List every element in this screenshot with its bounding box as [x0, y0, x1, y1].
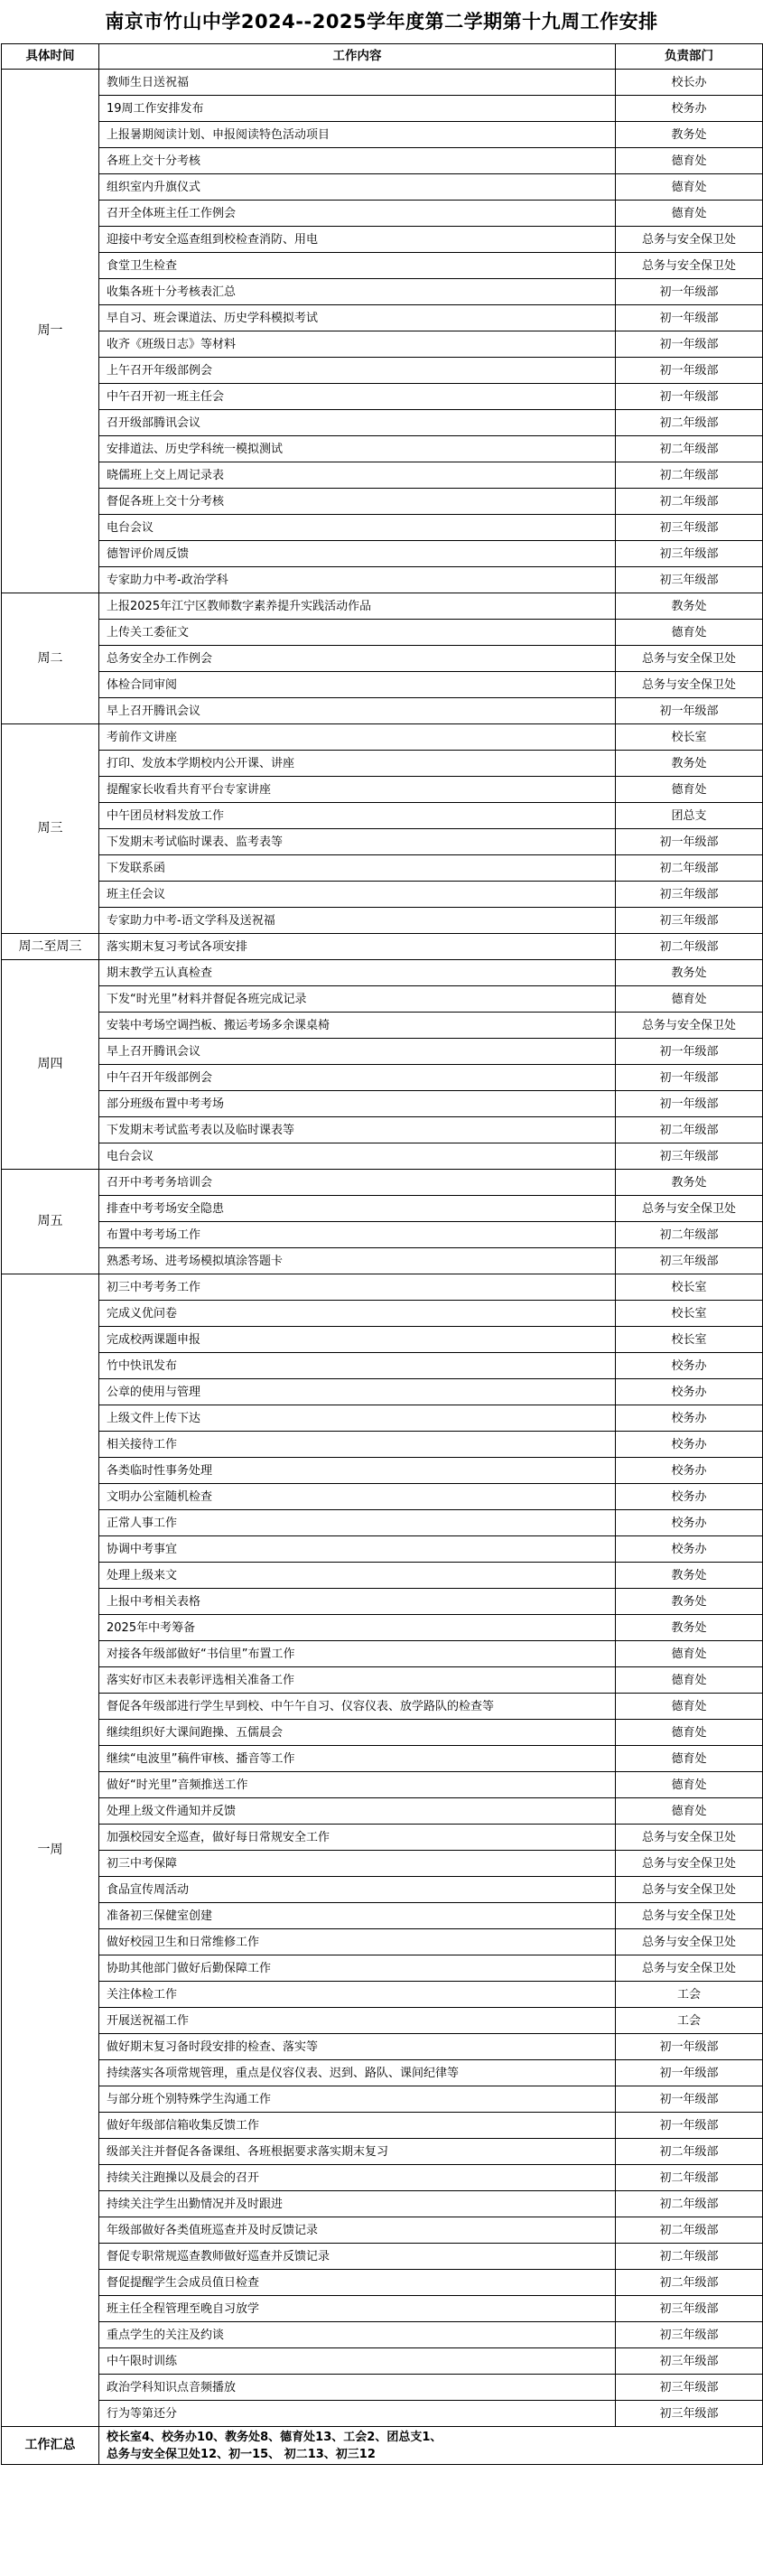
task-cell: 公章的使用与管理 — [99, 1379, 616, 1405]
task-cell: 考前作文讲座 — [99, 724, 616, 751]
summary-line-1: 校长室4、校务办10、教务处8、德育处13、工会2、团总支1、 — [107, 2430, 442, 2444]
table-row — [2, 1274, 763, 1301]
table-row — [2, 148, 763, 174]
table-row — [2, 2296, 763, 2322]
task-cell: 上报2025年江宁区教师数字素养提升实践活动作品 — [99, 593, 616, 620]
table-row — [2, 174, 763, 201]
header-content: 工作内容 — [99, 44, 616, 70]
dept-cell: 初一年级部 — [616, 2034, 763, 2060]
table-row — [2, 70, 763, 96]
task-cell: 总务安全办工作例会 — [99, 646, 616, 672]
table-row — [2, 934, 763, 960]
dept-cell: 德育处 — [616, 1746, 763, 1772]
dept-cell: 总务与安全保卫处 — [616, 1196, 763, 1222]
task-cell: 电台会议 — [99, 1143, 616, 1170]
dept-cell: 初一年级部 — [616, 1091, 763, 1117]
task-cell: 早自习、班会课道法、历史学科模拟考试 — [99, 305, 616, 331]
table-row — [2, 1013, 763, 1039]
dept-cell: 德育处 — [616, 174, 763, 201]
table-row — [2, 462, 763, 489]
dept-cell: 初二年级部 — [616, 2191, 763, 2217]
dept-cell: 校务办 — [616, 1353, 763, 1379]
task-cell: 食品宣传周活动 — [99, 1877, 616, 1903]
schedule-table — [1, 43, 763, 2465]
table-row — [2, 1170, 763, 1196]
table-row — [2, 2191, 763, 2217]
table-row — [2, 1432, 763, 1458]
table-row — [2, 384, 763, 410]
day-cell: 周一 — [2, 70, 99, 593]
task-cell: 竹中快讯发布 — [99, 1353, 616, 1379]
dept-cell: 总务与安全保卫处 — [616, 646, 763, 672]
task-cell: 继续“电波里”稿件审核、播音等工作 — [99, 1746, 616, 1772]
dept-cell: 初三年级部 — [616, 1248, 763, 1274]
table-row — [2, 1536, 763, 1563]
task-cell: 安装中考场空调挡板、搬运考场多余课桌椅 — [99, 1013, 616, 1039]
table-row — [2, 724, 763, 751]
table-row — [2, 777, 763, 803]
task-cell: 召开中考考务培训会 — [99, 1170, 616, 1196]
task-cell: 晓儒班上交上周记录表 — [99, 462, 616, 489]
dept-cell: 初一年级部 — [616, 2113, 763, 2139]
dept-cell: 总务与安全保卫处 — [616, 1825, 763, 1851]
dept-cell: 校长室 — [616, 1301, 763, 1327]
table-row — [2, 1510, 763, 1536]
table-row — [2, 436, 763, 462]
table-row — [2, 541, 763, 567]
table-row — [2, 1091, 763, 1117]
dept-cell: 校务办 — [616, 96, 763, 122]
task-cell: 19周工作安排发布 — [99, 96, 616, 122]
table-row — [2, 646, 763, 672]
task-cell: 食堂卫生检查 — [99, 253, 616, 279]
table-row — [2, 1746, 763, 1772]
dept-cell: 初二年级部 — [616, 1117, 763, 1143]
task-cell: 中午团员材料发放工作 — [99, 803, 616, 829]
summary-row — [2, 2427, 763, 2465]
task-cell: 熟悉考场、进考场模拟填涂答题卡 — [99, 1248, 616, 1274]
day-cell: 周三 — [2, 724, 99, 934]
task-cell: 落实期末复习考试各项安排 — [99, 934, 616, 960]
dept-cell: 德育处 — [616, 1641, 763, 1667]
dept-cell: 总务与安全保卫处 — [616, 1877, 763, 1903]
task-cell: 上报暑期阅读计划、申报阅读特色活动项目 — [99, 122, 616, 148]
table-row — [2, 2034, 763, 2060]
dept-cell: 德育处 — [616, 1720, 763, 1746]
dept-cell: 总务与安全保卫处 — [616, 1851, 763, 1877]
table-row — [2, 2244, 763, 2270]
task-cell: 行为等第还分 — [99, 2401, 616, 2427]
dept-cell: 初二年级部 — [616, 410, 763, 436]
dept-cell: 初二年级部 — [616, 855, 763, 882]
table-row — [2, 1667, 763, 1694]
task-cell: 协助其他部门做好后勤保障工作 — [99, 1955, 616, 1982]
task-cell: 做好“时光里”音频推送工作 — [99, 1772, 616, 1798]
dept-cell: 校务办 — [616, 1379, 763, 1405]
table-row — [2, 829, 763, 855]
day-cell: 周二至周三 — [2, 934, 99, 960]
dept-cell: 德育处 — [616, 1667, 763, 1694]
table-row — [2, 1065, 763, 1091]
task-cell: 布置中考考场工作 — [99, 1222, 616, 1248]
task-cell: 中午召开初一班主任会 — [99, 384, 616, 410]
dept-cell: 校务办 — [616, 1458, 763, 1484]
dept-cell: 校长室 — [616, 1274, 763, 1301]
dept-cell: 总务与安全保卫处 — [616, 672, 763, 698]
table-row — [2, 358, 763, 384]
task-cell: 打印、发放本学期校内公开课、讲座 — [99, 751, 616, 777]
dept-cell: 校务办 — [616, 1405, 763, 1432]
table-row — [2, 1379, 763, 1405]
task-cell: 下发期末考试监考表以及临时课表等 — [99, 1117, 616, 1143]
dept-cell: 初一年级部 — [616, 358, 763, 384]
table-row — [2, 2165, 763, 2191]
dept-cell: 校务办 — [616, 1484, 763, 1510]
dept-cell: 总务与安全保卫处 — [616, 1903, 763, 1929]
task-cell: 早上召开腾讯会议 — [99, 1039, 616, 1065]
table-row — [2, 2008, 763, 2034]
header-row — [2, 44, 763, 70]
task-cell: 上报中考相关表格 — [99, 1589, 616, 1615]
dept-cell: 初二年级部 — [616, 2217, 763, 2244]
task-cell: 各类临时性事务处理 — [99, 1458, 616, 1484]
table-row — [2, 672, 763, 698]
table-row — [2, 1458, 763, 1484]
dept-cell: 教务处 — [616, 1170, 763, 1196]
table-row — [2, 331, 763, 358]
task-cell: 中午限时训练 — [99, 2348, 616, 2375]
table-row — [2, 2113, 763, 2139]
task-cell: 迎接中考安全巡查组到校检查消防、用电 — [99, 227, 616, 253]
task-cell: 重点学生的关注及约谈 — [99, 2322, 616, 2348]
dept-cell: 初三年级部 — [616, 515, 763, 541]
task-cell: 与部分班个别特殊学生沟通工作 — [99, 2086, 616, 2113]
task-cell: 关注体检工作 — [99, 1982, 616, 2008]
dept-cell: 德育处 — [616, 620, 763, 646]
dept-cell: 德育处 — [616, 986, 763, 1013]
dept-cell: 初一年级部 — [616, 2086, 763, 2113]
dept-cell: 德育处 — [616, 148, 763, 174]
table-row — [2, 1955, 763, 1982]
dept-cell: 校长办 — [616, 70, 763, 96]
table-row — [2, 620, 763, 646]
table-row — [2, 2217, 763, 2244]
task-cell: 召开全体班主任工作例会 — [99, 201, 616, 227]
day-cell: 周四 — [2, 960, 99, 1170]
dept-cell: 初一年级部 — [616, 829, 763, 855]
task-cell: 开展送祝福工作 — [99, 2008, 616, 2034]
dept-cell: 德育处 — [616, 1772, 763, 1798]
dept-cell: 初三年级部 — [616, 541, 763, 567]
day-cell: 周五 — [2, 1170, 99, 1274]
dept-cell: 初三年级部 — [616, 2375, 763, 2401]
task-cell: 专家助力中考-语文学科及送祝福 — [99, 908, 616, 934]
dept-cell: 德育处 — [616, 777, 763, 803]
table-row — [2, 1196, 763, 1222]
task-cell: 正常人事工作 — [99, 1510, 616, 1536]
dept-cell: 工会 — [616, 1982, 763, 2008]
day-cell: 周二 — [2, 593, 99, 724]
table-row — [2, 279, 763, 305]
table-row — [2, 1772, 763, 1798]
dept-cell: 初二年级部 — [616, 436, 763, 462]
table-row — [2, 1877, 763, 1903]
summary-line-2: 总务与安全保卫处12、初一15、 初二13、初三12 — [107, 2447, 376, 2461]
table-row — [2, 1720, 763, 1746]
table-row — [2, 1851, 763, 1877]
table-row — [2, 515, 763, 541]
task-cell: 电台会议 — [99, 515, 616, 541]
dept-cell: 初三年级部 — [616, 567, 763, 593]
task-cell: 收集各班十分考核表汇总 — [99, 279, 616, 305]
dept-cell: 教务处 — [616, 1615, 763, 1641]
table-row — [2, 2060, 763, 2086]
table-row — [2, 1222, 763, 1248]
table-row — [2, 2348, 763, 2375]
dept-cell: 初二年级部 — [616, 934, 763, 960]
task-cell: 处理上级来文 — [99, 1563, 616, 1589]
dept-cell: 总务与安全保卫处 — [616, 1955, 763, 1982]
task-cell: 督促提醒学生会成员值日检查 — [99, 2270, 616, 2296]
table-row — [2, 960, 763, 986]
task-cell: 德智评价周反馈 — [99, 541, 616, 567]
table-row — [2, 410, 763, 436]
task-cell: 督促各年级部进行学生早到校、中午午自习、仪容仪表、放学路队的检查等 — [99, 1694, 616, 1720]
dept-cell: 德育处 — [616, 201, 763, 227]
table-row — [2, 2401, 763, 2427]
table-row — [2, 908, 763, 934]
task-cell: 收齐《班级日志》等材料 — [99, 331, 616, 358]
table-row — [2, 1694, 763, 1720]
task-cell: 召开级部腾讯会议 — [99, 410, 616, 436]
dept-cell: 初一年级部 — [616, 279, 763, 305]
task-cell: 排查中考考场安全隐患 — [99, 1196, 616, 1222]
dept-cell: 初一年级部 — [616, 1039, 763, 1065]
table-row — [2, 1143, 763, 1170]
table-row — [2, 1615, 763, 1641]
dept-cell: 团总支 — [616, 803, 763, 829]
dept-cell: 总务与安全保卫处 — [616, 1013, 763, 1039]
task-cell: 做好期末复习备时段安排的检查、落实等 — [99, 2034, 616, 2060]
task-cell: 持续关注学生出勤情况并及时跟进 — [99, 2191, 616, 2217]
dept-cell: 初一年级部 — [616, 698, 763, 724]
task-cell: 文明办公室随机检查 — [99, 1484, 616, 1510]
task-cell: 各班上交十分考核 — [99, 148, 616, 174]
table-row — [2, 2139, 763, 2165]
dept-cell: 初二年级部 — [616, 462, 763, 489]
summary-label: 工作汇总 — [2, 2427, 99, 2465]
day-cell: 一周 — [2, 1274, 99, 2427]
table-row — [2, 803, 763, 829]
dept-cell: 教务处 — [616, 593, 763, 620]
dept-cell: 总务与安全保卫处 — [616, 253, 763, 279]
dept-cell: 教务处 — [616, 751, 763, 777]
schedule-body — [2, 70, 763, 2427]
task-cell: 持续落实各项常规管理，重点是仪容仪表、迟到、路队、课间纪律等 — [99, 2060, 616, 2086]
task-cell: 级部关注并督促各备课组、各班根据要求落实期末复习 — [99, 2139, 616, 2165]
task-cell: 上传关工委征文 — [99, 620, 616, 646]
dept-cell: 德育处 — [616, 1694, 763, 1720]
task-cell: 对接各年级部做好“书信里”布置工作 — [99, 1641, 616, 1667]
table-row — [2, 1117, 763, 1143]
task-cell: 下发期末考试临时课表、监考表等 — [99, 829, 616, 855]
dept-cell: 工会 — [616, 2008, 763, 2034]
table-row — [2, 882, 763, 908]
dept-cell: 校务办 — [616, 1432, 763, 1458]
table-row — [2, 1039, 763, 1065]
task-cell: 上级文件上传下达 — [99, 1405, 616, 1432]
table-row — [2, 1825, 763, 1851]
table-row — [2, 1563, 763, 1589]
task-cell: 相关接待工作 — [99, 1432, 616, 1458]
dept-cell: 初一年级部 — [616, 384, 763, 410]
dept-cell: 初三年级部 — [616, 2322, 763, 2348]
dept-cell: 教务处 — [616, 1589, 763, 1615]
task-cell: 初三中考考务工作 — [99, 1274, 616, 1301]
table-row — [2, 253, 763, 279]
dept-cell: 初三年级部 — [616, 1143, 763, 1170]
task-cell: 处理上级文件通知并反馈 — [99, 1798, 616, 1825]
dept-cell: 校务办 — [616, 1536, 763, 1563]
task-cell: 下发联系函 — [99, 855, 616, 882]
table-row — [2, 489, 763, 515]
dept-cell: 教务处 — [616, 960, 763, 986]
dept-cell: 初二年级部 — [616, 1222, 763, 1248]
dept-cell: 校务办 — [616, 1510, 763, 1536]
dept-cell: 初一年级部 — [616, 305, 763, 331]
task-cell: 持续关注跑操以及晨会的召开 — [99, 2165, 616, 2191]
dept-cell: 初三年级部 — [616, 2296, 763, 2322]
dept-cell: 初一年级部 — [616, 331, 763, 358]
task-cell: 做好年级部信箱收集反馈工作 — [99, 2113, 616, 2139]
task-cell: 2025年中考筹备 — [99, 1615, 616, 1641]
dept-cell: 初二年级部 — [616, 2244, 763, 2270]
table-row — [2, 1327, 763, 1353]
dept-cell: 教务处 — [616, 1563, 763, 1589]
table-row — [2, 2322, 763, 2348]
table-row — [2, 1798, 763, 1825]
table-row — [2, 1589, 763, 1615]
dept-cell: 校长室 — [616, 1327, 763, 1353]
task-cell: 准备初三保健室创建 — [99, 1903, 616, 1929]
table-row — [2, 1929, 763, 1955]
task-cell: 加强校园安全巡查，做好每日常规安全工作 — [99, 1825, 616, 1851]
dept-cell: 总务与安全保卫处 — [616, 1929, 763, 1955]
task-cell: 班主任全程管理至晚自习放学 — [99, 2296, 616, 2322]
task-cell: 下发“时光里”材料并督促各班完成记录 — [99, 986, 616, 1013]
task-cell: 部分班级布置中考考场 — [99, 1091, 616, 1117]
dept-cell: 初三年级部 — [616, 2348, 763, 2375]
table-row — [2, 227, 763, 253]
dept-cell: 校长室 — [616, 724, 763, 751]
task-cell: 年级部做好各类值班巡查并及时反馈记录 — [99, 2217, 616, 2244]
table-row — [2, 201, 763, 227]
summary-text — [99, 2427, 763, 2465]
dept-cell: 初三年级部 — [616, 908, 763, 934]
task-cell: 政治学科知识点音频播放 — [99, 2375, 616, 2401]
table-row — [2, 855, 763, 882]
dept-cell: 初三年级部 — [616, 2401, 763, 2427]
task-cell: 教师生日送祝福 — [99, 70, 616, 96]
dept-cell: 总务与安全保卫处 — [616, 227, 763, 253]
dept-cell: 初二年级部 — [616, 489, 763, 515]
table-row — [2, 1301, 763, 1327]
dept-cell: 初一年级部 — [616, 1065, 763, 1091]
task-cell: 督促各班上交十分考核 — [99, 489, 616, 515]
table-row — [2, 1405, 763, 1432]
table-row — [2, 567, 763, 593]
table-row — [2, 2375, 763, 2401]
dept-cell: 德育处 — [616, 1798, 763, 1825]
table-row — [2, 1903, 763, 1929]
table-row — [2, 986, 763, 1013]
task-cell: 继续组织好大课间跑操、五儒晨会 — [99, 1720, 616, 1746]
table-row — [2, 96, 763, 122]
task-cell: 中午召开年级部例会 — [99, 1065, 616, 1091]
dept-cell: 初三年级部 — [616, 882, 763, 908]
task-cell: 落实好市区未表彰评选相关准备工作 — [99, 1667, 616, 1694]
page-title: 南京市竹山中学2024--2025学年度第二学期第十九周工作安排 — [105, 11, 658, 33]
task-cell: 做好校园卫生和日常维修工作 — [99, 1929, 616, 1955]
task-cell: 安排道法、历史学科统一模拟测试 — [99, 436, 616, 462]
task-cell: 上午召开年级部例会 — [99, 358, 616, 384]
header-day: 具体时间 — [2, 44, 99, 70]
task-cell: 督促专职常规巡查教师做好巡查并反馈记录 — [99, 2244, 616, 2270]
dept-cell: 初二年级部 — [616, 2165, 763, 2191]
task-cell: 早上召开腾讯会议 — [99, 698, 616, 724]
table-row — [2, 2270, 763, 2296]
dept-cell: 初二年级部 — [616, 2139, 763, 2165]
dept-cell: 初一年级部 — [616, 2060, 763, 2086]
table-row — [2, 2086, 763, 2113]
table-row — [2, 1353, 763, 1379]
header-dept: 负责部门 — [616, 44, 763, 70]
task-cell: 专家助力中考-政治学科 — [99, 567, 616, 593]
task-cell: 提醒家长收看共育平台专家讲座 — [99, 777, 616, 803]
dept-cell: 初二年级部 — [616, 2270, 763, 2296]
task-cell: 组织室内升旗仪式 — [99, 174, 616, 201]
task-cell: 协调中考事宜 — [99, 1536, 616, 1563]
task-cell: 班主任会议 — [99, 882, 616, 908]
table-row — [2, 1982, 763, 2008]
table-row — [2, 1641, 763, 1667]
table-row — [2, 122, 763, 148]
table-row — [2, 698, 763, 724]
table-row — [2, 751, 763, 777]
task-cell: 完成校两课题申报 — [99, 1327, 616, 1353]
table-row — [2, 593, 763, 620]
table-row — [2, 1484, 763, 1510]
task-cell: 体检合同审阅 — [99, 672, 616, 698]
dept-cell: 教务处 — [616, 122, 763, 148]
task-cell: 初三中考保障 — [99, 1851, 616, 1877]
task-cell: 完成义优问卷 — [99, 1301, 616, 1327]
table-row — [2, 1248, 763, 1274]
table-row — [2, 305, 763, 331]
task-cell: 期末教学五认真检查 — [99, 960, 616, 986]
